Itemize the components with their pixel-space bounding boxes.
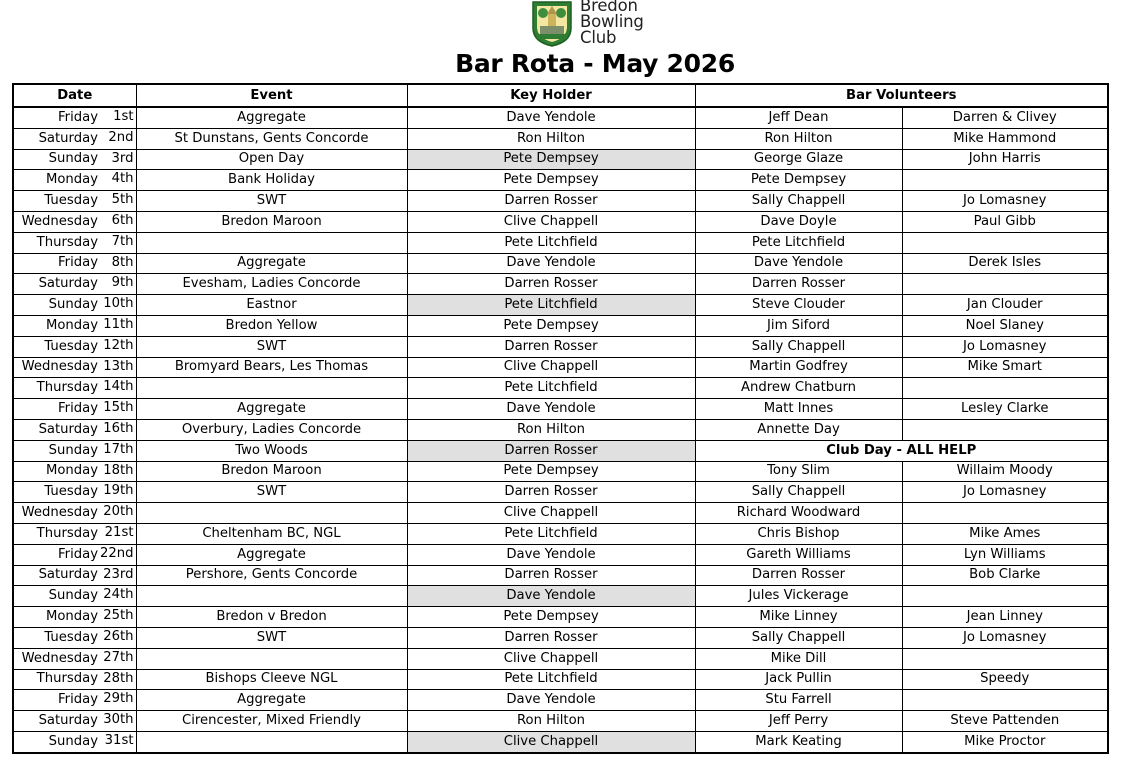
bar-rota-table	[12, 83, 1109, 754]
event-cell	[136, 503, 407, 524]
key-holder-cell: Clive Chappell	[407, 503, 695, 524]
date-cell	[13, 565, 136, 586]
volunteer-1-cell: Gareth Williams	[695, 544, 902, 565]
date-cell	[13, 586, 136, 607]
volunteer-2-cell: Steve Pattenden	[902, 711, 1108, 732]
date-cell	[13, 461, 136, 482]
day-name: Wednesday	[21, 213, 98, 229]
volunteer-2-cell: Lesley Clarke	[902, 399, 1108, 420]
key-holder-cell: Pete Dempsey	[407, 170, 695, 191]
key-holder-cell: Pete Litchfield	[407, 378, 695, 399]
day-number: 22nd	[99, 545, 134, 561]
key-holder-cell: Ron Hilton	[407, 128, 695, 149]
day-number: 30th	[103, 712, 134, 728]
volunteer-2-cell	[902, 690, 1108, 711]
rota-body	[13, 107, 1108, 753]
club-crest-logo	[528, 0, 576, 47]
event-cell: Bromyard Bears, Les Thomas	[136, 357, 407, 378]
volunteer-2-cell	[902, 274, 1108, 295]
volunteer-1-cell: Sally Chappell	[695, 191, 902, 212]
key-holder-cell: Pete Litchfield	[407, 232, 695, 253]
day-name: Friday	[58, 692, 98, 708]
volunteer-2-cell: Jean Linney	[902, 607, 1108, 628]
key-holder-cell: Clive Chappell	[407, 648, 695, 669]
date-cell	[13, 399, 136, 420]
day-name: Saturday	[38, 713, 98, 728]
day-number: 23rd	[103, 566, 134, 582]
day-number: 26th	[103, 628, 134, 644]
volunteer-2-cell	[902, 378, 1108, 399]
day-name: Saturday	[38, 130, 98, 146]
volunteer-2-cell: Lyn Williams	[902, 544, 1108, 565]
event-cell: Eastnor	[136, 295, 407, 316]
event-cell: Pershore, Gents Concorde	[136, 565, 407, 586]
day-name: Sunday	[48, 151, 98, 167]
page-title: Bar Rota - May 2026	[455, 49, 735, 78]
day-name: Sunday	[48, 442, 98, 458]
day-name: Thursday	[36, 380, 98, 396]
volunteer-1-cell: Jim Siford	[695, 315, 902, 336]
day-number: 18th	[103, 462, 134, 478]
volunteer-1-cell: Darren Rosser	[695, 274, 902, 295]
day-number: 11th	[103, 316, 134, 332]
date-cell	[13, 253, 136, 274]
day-name: Thursday	[36, 671, 98, 687]
day-number: 12th	[103, 337, 134, 353]
date-cell	[13, 544, 136, 565]
day-number: 17th	[103, 441, 134, 457]
event-cell: Bishops Cleeve NGL	[136, 669, 407, 690]
volunteer-2-cell	[902, 232, 1108, 253]
volunteer-1-cell: Darren Rosser	[695, 565, 902, 586]
event-cell: SWT	[136, 336, 407, 357]
volunteer-1-cell: Richard Woodward	[695, 503, 902, 524]
event-cell: Cirencester, Mixed Friendly	[136, 711, 407, 732]
key-holder-cell: Pete Dempsey	[407, 315, 695, 336]
table-row	[13, 128, 1108, 149]
event-cell: Bredon v Bredon	[136, 607, 407, 628]
volunteer-2-cell: Jo Lomasney	[902, 336, 1108, 357]
day-number: 20th	[103, 504, 134, 520]
event-cell: Two Woods	[136, 440, 407, 461]
day-number: 2nd	[108, 129, 134, 145]
day-number: 7th	[111, 233, 134, 249]
day-name: Friday	[58, 546, 98, 562]
day-number: 8th	[111, 254, 134, 270]
volunteer-1-cell: Jeff Dean	[695, 107, 902, 128]
date-cell	[13, 211, 136, 232]
table-row	[13, 565, 1108, 586]
volunteer-1-cell: Mark Keating	[695, 731, 902, 752]
key-holder-cell: Dave Yendole	[407, 544, 695, 565]
page-header	[0, 0, 1136, 82]
key-holder-cell: Pete Dempsey	[407, 461, 695, 482]
day-name: Monday	[45, 317, 98, 333]
volunteer-2-cell: Jo Lomasney	[902, 191, 1108, 212]
volunteer-2-cell	[902, 586, 1108, 607]
day-number: 21st	[104, 524, 134, 540]
event-cell	[136, 648, 407, 669]
date-cell	[13, 627, 136, 648]
date-cell	[13, 607, 136, 628]
day-name: Friday	[58, 255, 98, 271]
day-number: 31st	[104, 732, 134, 748]
volunteer-1-cell: Mike Linney	[695, 607, 902, 628]
key-holder-cell: Dave Yendole	[407, 253, 695, 274]
day-number: 10th	[103, 296, 134, 312]
volunteer-2-cell: Darren & Clivey	[902, 107, 1108, 128]
volunteer-1-cell: George Glaze	[695, 149, 902, 170]
date-cell	[13, 336, 136, 357]
volunteer-1-cell: Dave Doyle	[695, 211, 902, 232]
volunteer-2-cell: Noel Slaney	[902, 315, 1108, 336]
event-cell: Bredon Yellow	[136, 315, 407, 336]
day-name: Tuesday	[44, 629, 98, 645]
day-number: 28th	[103, 670, 134, 686]
day-number: 5th	[111, 192, 134, 208]
table-row	[13, 315, 1108, 336]
table-header-row	[13, 84, 1108, 107]
volunteer-1-cell: Chris Bishop	[695, 523, 902, 544]
event-cell: Bredon Maroon	[136, 461, 407, 482]
table-row	[13, 586, 1108, 607]
volunteer-2-cell	[902, 419, 1108, 440]
event-cell: Overbury, Ladies Concorde	[136, 419, 407, 440]
volunteer-2-cell: Derek Isles	[902, 253, 1108, 274]
event-cell	[136, 731, 407, 752]
table-row	[13, 170, 1108, 191]
day-number: 24th	[103, 587, 134, 603]
day-number: 25th	[103, 608, 134, 624]
event-cell: SWT	[136, 627, 407, 648]
key-holder-cell: Pete Dempsey	[407, 607, 695, 628]
volunteer-2-cell: Mike Ames	[902, 523, 1108, 544]
table-row	[13, 690, 1108, 711]
date-cell	[13, 503, 136, 524]
key-holder-cell: Pete Litchfield	[407, 523, 695, 544]
table-row	[13, 523, 1108, 544]
volunteer-2-cell: Mike Proctor	[902, 731, 1108, 752]
day-number: 13th	[103, 358, 134, 374]
club-name	[580, 0, 644, 46]
club-name-line-1: Bredon	[580, 0, 638, 15]
key-holder-cell: Pete Litchfield	[407, 295, 695, 316]
date-cell	[13, 419, 136, 440]
event-cell: Aggregate	[136, 253, 407, 274]
volunteer-2-cell: Mike Hammond	[902, 128, 1108, 149]
club-day-all-help-cell: Club Day - ALL HELP	[695, 440, 1108, 461]
key-holder-cell: Dave Yendole	[407, 586, 695, 607]
day-number: 14th	[103, 379, 134, 395]
day-number: 19th	[103, 483, 134, 499]
event-cell: Cheltenham BC, NGL	[136, 523, 407, 544]
day-number: 1st	[113, 109, 134, 124]
day-name: Tuesday	[44, 484, 98, 500]
event-cell: St Dunstans, Gents Concorde	[136, 128, 407, 149]
day-name: Tuesday	[44, 338, 98, 354]
event-cell: SWT	[136, 191, 407, 212]
date-cell	[13, 274, 136, 295]
date-cell	[13, 232, 136, 253]
key-holder-cell: Darren Rosser	[407, 565, 695, 586]
volunteer-1-cell: Martin Godfrey	[695, 357, 902, 378]
volunteer-2-cell: Willaim Moody	[902, 461, 1108, 482]
day-number: 29th	[103, 691, 134, 707]
table-row	[13, 440, 1108, 461]
day-number: 15th	[103, 400, 134, 416]
volunteer-2-cell: Mike Smart	[902, 357, 1108, 378]
table-row	[13, 669, 1108, 690]
date-cell	[13, 149, 136, 170]
volunteer-1-cell: Sally Chappell	[695, 482, 902, 503]
key-holder-cell: Clive Chappell	[407, 357, 695, 378]
volunteer-1-cell: Pete Dempsey	[695, 170, 902, 191]
table-row	[13, 399, 1108, 420]
date-cell	[13, 523, 136, 544]
key-holder-cell: Darren Rosser	[407, 482, 695, 503]
volunteer-1-cell: Sally Chappell	[695, 627, 902, 648]
table-row	[13, 731, 1108, 752]
volunteer-2-cell	[902, 503, 1108, 524]
event-cell	[136, 378, 407, 399]
volunteer-2-cell: Paul Gibb	[902, 211, 1108, 232]
volunteer-1-cell: Jeff Perry	[695, 711, 902, 732]
date-cell	[13, 731, 136, 752]
day-number: 9th	[111, 275, 134, 291]
date-cell	[13, 315, 136, 336]
event-cell	[136, 586, 407, 607]
table-row	[13, 211, 1108, 232]
event-cell: Aggregate	[136, 399, 407, 420]
table-row	[13, 295, 1108, 316]
volunteer-1-cell: Dave Yendole	[695, 253, 902, 274]
volunteer-1-cell: Jack Pullin	[695, 669, 902, 690]
day-number: 16th	[103, 420, 134, 436]
table-row	[13, 419, 1108, 440]
key-holder-cell: Darren Rosser	[407, 627, 695, 648]
event-cell: Aggregate	[136, 544, 407, 565]
table-row	[13, 357, 1108, 378]
date-cell	[13, 378, 136, 399]
table-row	[13, 253, 1108, 274]
date-cell	[13, 191, 136, 212]
volunteer-1-cell: Tony Slim	[695, 461, 902, 482]
key-holder-column-header: Key Holder	[407, 84, 695, 107]
table-row	[13, 648, 1108, 669]
table-row	[13, 607, 1108, 628]
day-name: Sunday	[48, 297, 98, 313]
date-cell	[13, 711, 136, 732]
date-cell	[13, 107, 136, 128]
volunteer-1-cell: Matt Innes	[695, 399, 902, 420]
day-name: Thursday	[36, 234, 98, 250]
volunteer-1-cell: Pete Litchfield	[695, 232, 902, 253]
club-name-line-3: Club	[580, 28, 617, 47]
table-row	[13, 627, 1108, 648]
event-cell: Open Day	[136, 149, 407, 170]
day-name: Saturday	[38, 567, 98, 583]
table-row	[13, 336, 1108, 357]
volunteer-1-cell: Mike Dill	[695, 648, 902, 669]
volunteer-1-cell: Jules Vickerage	[695, 586, 902, 607]
day-name: Monday	[45, 463, 98, 479]
date-cell	[13, 648, 136, 669]
event-cell	[136, 232, 407, 253]
day-name: Wednesday	[21, 650, 98, 666]
key-holder-cell: Clive Chappell	[407, 211, 695, 232]
date-cell	[13, 482, 136, 503]
day-name: Friday	[58, 109, 98, 125]
volunteer-1-cell: Steve Clouder	[695, 295, 902, 316]
key-holder-cell: Clive Chappell	[407, 731, 695, 752]
date-cell	[13, 170, 136, 191]
date-cell	[13, 128, 136, 149]
event-cell: Evesham, Ladies Concorde	[136, 274, 407, 295]
volunteer-2-cell: Jo Lomasney	[902, 482, 1108, 503]
event-cell: SWT	[136, 482, 407, 503]
date-cell	[13, 440, 136, 461]
volunteer-1-cell: Ron Hilton	[695, 128, 902, 149]
key-holder-cell: Dave Yendole	[407, 107, 695, 128]
day-name: Monday	[45, 609, 98, 625]
key-holder-cell: Pete Litchfield	[407, 669, 695, 690]
volunteer-2-cell: Speedy	[902, 669, 1108, 690]
volunteer-2-cell: Bob Clarke	[902, 565, 1108, 586]
table-row	[13, 378, 1108, 399]
day-number: 4th	[111, 171, 134, 187]
day-number: 27th	[103, 649, 134, 665]
table-row	[13, 191, 1108, 212]
table-row	[13, 461, 1108, 482]
key-holder-cell: Pete Dempsey	[407, 149, 695, 170]
key-holder-cell: Dave Yendole	[407, 399, 695, 420]
volunteer-2-cell	[902, 170, 1108, 191]
day-name: Wednesday	[21, 359, 98, 375]
key-holder-cell: Darren Rosser	[407, 336, 695, 357]
event-column-header: Event	[136, 84, 407, 107]
table-row	[13, 232, 1108, 253]
key-holder-cell: Dave Yendole	[407, 690, 695, 711]
day-name: Monday	[45, 172, 98, 188]
date-cell	[13, 669, 136, 690]
volunteer-1-cell: Andrew Chatburn	[695, 378, 902, 399]
day-number: 6th	[111, 212, 134, 228]
volunteer-1-cell: Annette Day	[695, 419, 902, 440]
date-column-header: Date	[13, 84, 136, 107]
key-holder-cell: Ron Hilton	[407, 711, 695, 732]
day-number: 3rd	[111, 150, 134, 166]
day-name: Sunday	[48, 588, 98, 604]
date-cell	[13, 690, 136, 711]
table-row	[13, 482, 1108, 503]
table-row	[13, 544, 1108, 565]
day-name: Wednesday	[21, 505, 98, 521]
volunteer-1-cell: Sally Chappell	[695, 336, 902, 357]
club-name-line-2: Bowling	[580, 12, 644, 31]
key-holder-cell: Darren Rosser	[407, 274, 695, 295]
table-row	[13, 274, 1108, 295]
date-cell	[13, 357, 136, 378]
volunteer-1-cell: Stu Farrell	[695, 690, 902, 711]
table-row	[13, 711, 1108, 732]
table-row	[13, 503, 1108, 524]
day-name: Saturday	[38, 276, 98, 292]
table-row	[13, 107, 1108, 128]
event-cell: Aggregate	[136, 107, 407, 128]
key-holder-cell: Darren Rosser	[407, 191, 695, 212]
event-cell: Aggregate	[136, 690, 407, 711]
key-holder-cell: Darren Rosser	[407, 440, 695, 461]
day-name: Tuesday	[44, 193, 98, 209]
day-name: Sunday	[48, 733, 98, 749]
volunteer-2-cell: John Harris	[902, 149, 1108, 170]
key-holder-cell: Ron Hilton	[407, 419, 695, 440]
volunteer-2-cell	[902, 648, 1108, 669]
event-cell: Bredon Maroon	[136, 211, 407, 232]
day-name: Saturday	[38, 421, 98, 437]
bar-volunteers-column-header: Bar Volunteers	[695, 84, 1108, 107]
day-name: Friday	[58, 401, 98, 417]
event-cell: Bank Holiday	[136, 170, 407, 191]
table-row	[13, 149, 1108, 170]
volunteer-2-cell: Jan Clouder	[902, 295, 1108, 316]
volunteer-2-cell: Jo Lomasney	[902, 627, 1108, 648]
day-name: Thursday	[36, 525, 98, 541]
date-cell	[13, 295, 136, 316]
